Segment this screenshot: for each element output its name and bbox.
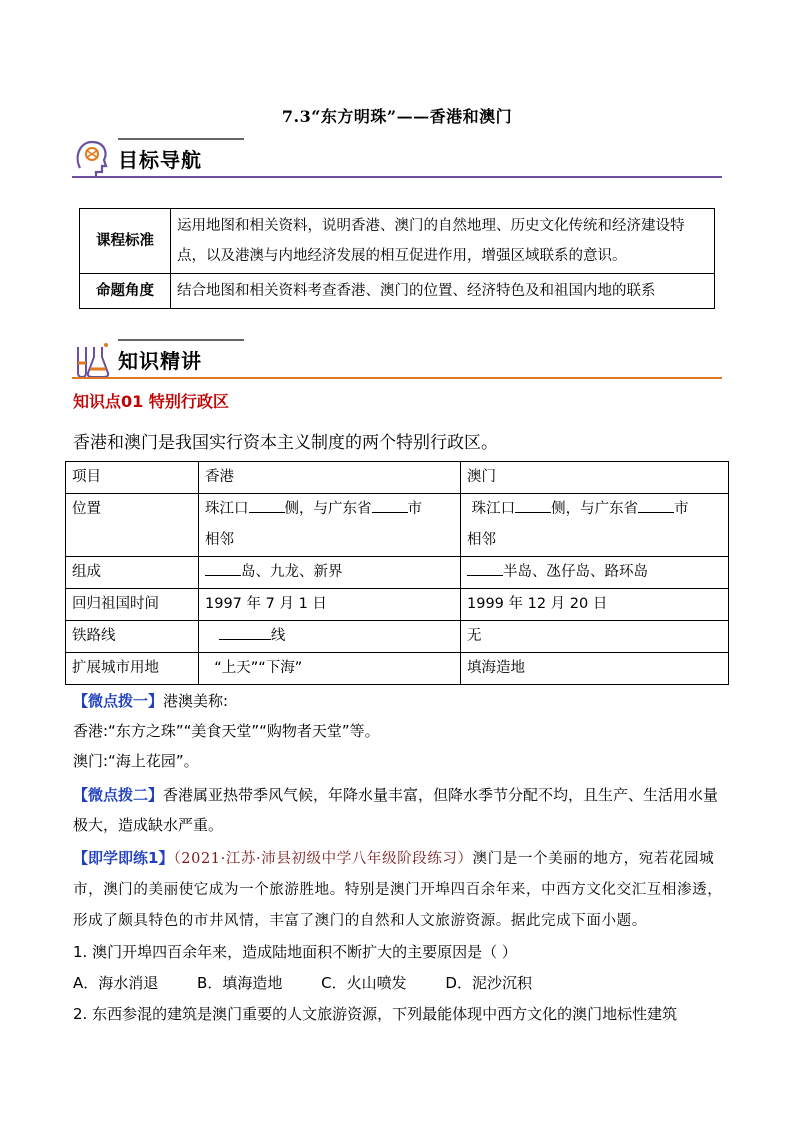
cell-text: 半岛、氹仔岛、路环岛 xyxy=(503,564,648,580)
fill-blank[interactable] xyxy=(372,496,408,513)
tip-tag: 【微点拨二】 xyxy=(73,786,164,804)
table-row xyxy=(66,589,729,621)
table-cell: 1997 年 7 月 1 日 xyxy=(199,589,461,621)
table-cell: 1999 年 12 月 20 日 xyxy=(461,589,729,621)
cell-text: 珠江口 xyxy=(205,501,249,517)
table-row xyxy=(80,274,715,309)
table-cell: 无 xyxy=(461,621,729,653)
cell-text: “上天”“下海” xyxy=(214,660,303,676)
cell-text: 相邻 xyxy=(205,532,234,548)
fill-blank[interactable] xyxy=(638,496,674,513)
table-header-cell: 澳门 xyxy=(461,462,729,494)
cell-text: 市 xyxy=(674,501,689,517)
practice-source: （2021·江苏·沛县初级中学八年级阶段练习） xyxy=(173,851,473,867)
table-cell: 填海造地 xyxy=(461,653,729,685)
table-cell xyxy=(199,621,461,653)
fill-blank[interactable] xyxy=(205,559,241,576)
table-row xyxy=(66,653,729,685)
section-header-knowledge xyxy=(72,339,722,383)
section-header-goals xyxy=(72,138,722,182)
row-label: 回归祖国时间 xyxy=(66,589,199,621)
tip-text: 港澳美称: xyxy=(163,692,229,710)
practice-text: 澳门是一个美丽的地方，宛若花园城市，澳门的美丽使它成为一个旅游胜地。特别是澳门开埠四百余年来，中西方文化交汇互相渗透，形成了颇具特色的市井风情，丰富了澳门的自然和人文旅游资源。据此完成下面小题。 xyxy=(73,851,723,929)
table-cell xyxy=(199,494,461,557)
goal-value: 结合地图和相关资料考查香港、澳门的位置、经济特色及和祖国内地的联系 xyxy=(171,274,715,309)
row-label: 位置 xyxy=(66,494,199,557)
section-divider xyxy=(72,377,722,379)
section-title: 知识精讲 xyxy=(118,349,202,373)
option-b[interactable]: B．填海造地 xyxy=(197,974,283,992)
row-label: 扩展城市用地 xyxy=(66,653,199,685)
row-label: 铁路线 xyxy=(66,621,199,653)
cell-text: 珠江口 xyxy=(471,501,516,517)
knowledge-point-title: 知识点01 特别行政区 xyxy=(73,392,229,411)
table-row xyxy=(80,209,715,274)
region-comparison-table xyxy=(65,461,729,685)
knowledge-point-intro: 香港和澳门是我国实行资本主义制度的两个特别行政区。 xyxy=(73,433,498,453)
table-cell xyxy=(199,557,461,589)
section-header-topline xyxy=(118,339,244,341)
head-brain-icon xyxy=(72,138,112,178)
fill-blank[interactable] xyxy=(249,496,285,513)
cell-text: 线 xyxy=(270,628,286,644)
table-row xyxy=(66,557,729,589)
section-header-topline xyxy=(118,138,244,140)
tip-line-mo: 澳门:“海上花园”。 xyxy=(73,752,199,770)
option-d[interactable]: D．泥沙沉积 xyxy=(445,974,532,992)
section-title: 目标导航 xyxy=(118,148,202,172)
table-cell xyxy=(199,653,461,685)
goal-key: 课程标准 xyxy=(80,209,171,274)
question-2: 2. 东西参混的建筑是澳门重要的人文旅游资源，下列最能体现中西方文化的澳门地标性建筑 xyxy=(73,1005,678,1023)
table-cell xyxy=(461,494,729,557)
question-1-options xyxy=(73,968,723,998)
tip-text: 香港属亚热带季风气候，年降水量丰富，但降水季节分配不均，且生产、生活用水量极大，造成缺水严重。 xyxy=(73,786,719,834)
document-title: 7.3“东方明珠”——香港和澳门 xyxy=(281,107,513,126)
goal-value: 运用地图和相关资料，说明香港、澳门的自然地理、历史文化传统和经济建设特点，以及港澳与内地经济发展的相互促进作用，增强区域联系的意识。 xyxy=(171,209,715,274)
flask-icon xyxy=(72,339,112,379)
table-header-cell: 项目 xyxy=(66,462,199,494)
cell-text: 相邻 xyxy=(467,532,496,548)
cell-text: 市 xyxy=(407,501,422,517)
cell-text: 侧，与广东省 xyxy=(284,501,372,517)
section-divider xyxy=(72,176,722,178)
table-row xyxy=(66,462,729,494)
goal-table xyxy=(79,208,715,309)
fill-blank[interactable] xyxy=(515,496,551,513)
table-cell xyxy=(461,557,729,589)
row-label: 组成 xyxy=(66,557,199,589)
tip-two xyxy=(73,780,723,840)
tip-one xyxy=(73,686,723,776)
tip-tag: 【微点拨一】 xyxy=(73,692,164,710)
practice-passage xyxy=(73,843,723,936)
table-row xyxy=(66,494,729,557)
question-1: 1. 澳门开埠四百余年来，造成陆地面积不断扩大的主要原因是（ ） xyxy=(73,943,517,961)
table-header-cell: 香港 xyxy=(199,462,461,494)
goal-key: 命题角度 xyxy=(80,274,171,309)
practice-tag: 【即学即练1】 xyxy=(73,849,174,867)
option-a[interactable]: A．海水消退 xyxy=(73,974,159,992)
option-c[interactable]: C．火山喷发 xyxy=(321,974,407,992)
cell-text: 侧，与广东省 xyxy=(551,501,639,517)
cell-text: 岛、九龙、新界 xyxy=(241,564,343,580)
fill-blank[interactable] xyxy=(219,623,271,640)
tip-line-hk: 香港:“东方之珠”“美食天堂”“购物者天堂”等。 xyxy=(73,722,380,740)
table-row xyxy=(66,621,729,653)
fill-blank[interactable] xyxy=(467,559,503,576)
